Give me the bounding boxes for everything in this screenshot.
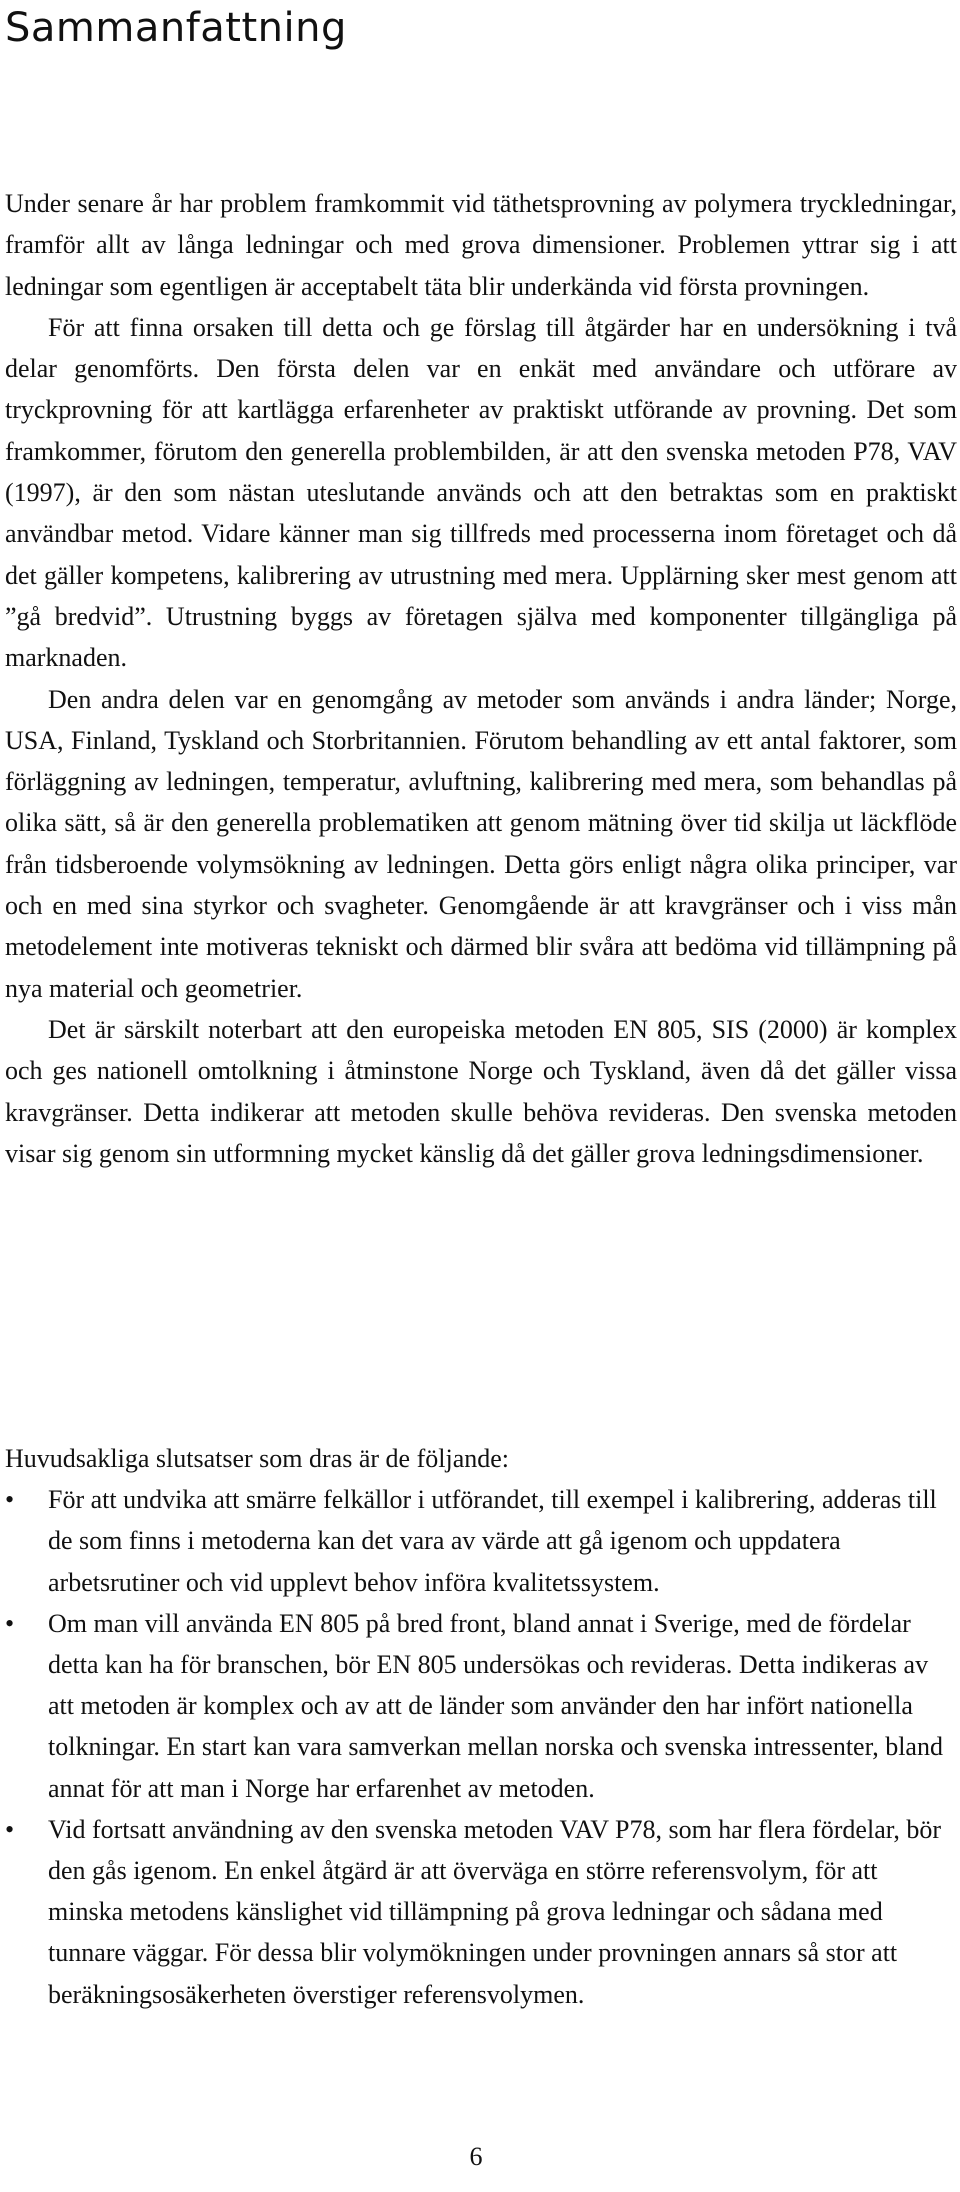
conclusion-text: Vid fortsatt användning av den svenska metoden VAV P78, som har flera fördelar, bör den gås igenom. En enkel åtgärd är att överväga en större referensvolym, för att minska metodens känslighet vid tillämpning på grova ledningar och sådana med tunnare väggar. För dessa blir volymökningen under provningen annars så stor att beräkningsosäkerheten överstiger referensvolymen. bbox=[48, 1814, 942, 2009]
summary-paragraph: För att finna orsaken till detta och ge förslag till åtgärder har en undersökning i två delar genomförts. Den första delen var en enkät med användare och utförare av tryckprovning för att kartlägga erfarenheter av praktiskt utförande av provning. Det som framkommer, förutom den generella problembilden, är att den svenska metoden P78, VAV (1997), är den som nästan uteslutande används och att den betraktas som en praktiskt användbar metod. Vidare känner man sig tillfreds med processerna inom företaget och då det gäller kompetens, kalibrering av utrustning med mera. Upplärning sker mest genom att ”gå bredvid”. Utrustning byggs av företagen själva med komponenter tillgängliga på marknaden. bbox=[5, 312, 957, 673]
summary-paragraph: Under senare år har problem framkommit vid täthetsprovning av polymera tryckledningar, framför allt av långa ledningar och med grova dimensioner. Problemen yttrar sig i att ledningar som egentligen är acceptabelt täta blir underkända vid första provningen. bbox=[5, 189, 957, 301]
conclusion-text: Om man vill använda EN 805 på bred front, bland annat i Sverige, med de fördelar detta kan ha för branschen, bör EN 805 undersökas och revideras. Detta indikeras av att metoden är komplex och av att de länder som använder den har infört nationella tolkningar. En start kan vara samverkan mellan norska och svenska intressenter, bland annat för att man i Norge har erfarenhet av metoden. bbox=[48, 1608, 943, 1803]
conclusion-text: För att undvika att smärre felkällor i utförandet, till exempel i kalibrering, adderas till de som finns i metoderna kan det vara av värde att gå igenom och uppdatera arbetsrutiner och vid upplevt behov införa kvalitetssystem. bbox=[48, 1485, 937, 1597]
conclusion-list bbox=[5, 1479, 957, 2015]
summary-paragraph: Den andra delen var en genomgång av metoder som används i andra länder; Norge, USA, Finland, Tyskland och Storbritannien. Förutom behandling av ett antal faktorer, som förläggning av ledningen, temperatur, avluftning, kalibrering med mera, som behandlas på olika sätt, så är den generella problematiken att genom mätning över tid skilja ut läckflöde från tidsberoende volymsökning av ledningen. Detta görs enligt några olika principer, var och en med sina styrkor och svagheter. Genomgående är att kravgränser och i viss mån metodelement inte motiveras tekniskt och därmed blir svåra att bedöma vid tillämpning på nya material och geometrier. bbox=[5, 684, 957, 1003]
conclusion-item bbox=[5, 1479, 957, 1603]
bullet-icon: • bbox=[5, 1608, 15, 1638]
bullet-icon: • bbox=[5, 1814, 15, 1844]
conclusions-section bbox=[5, 1438, 957, 2015]
summary-body bbox=[5, 183, 957, 1174]
page-title: Sammanfattning bbox=[5, 5, 347, 51]
summary-paragraph: Det är särskilt noterbart att den europeiska metoden EN 805, SIS (2000) är komplex och ges nationell omtolkning i åtminstone Norge och Tyskland, även då det gäller vissa kravgränser. Detta indikerar att metoden skulle behöva revideras. Den svenska metoden visar sig genom sin utformning mycket känslig då det gäller grova ledningsdimensioner. bbox=[5, 1014, 957, 1168]
conclusion-item bbox=[5, 1603, 957, 1809]
conclusion-item bbox=[5, 1809, 957, 2015]
conclusions-intro: Huvudsakliga slutsatser som dras är de följande: bbox=[5, 1444, 509, 1473]
page-number: 6 bbox=[469, 2142, 483, 2171]
bullet-icon: • bbox=[5, 1485, 15, 1515]
